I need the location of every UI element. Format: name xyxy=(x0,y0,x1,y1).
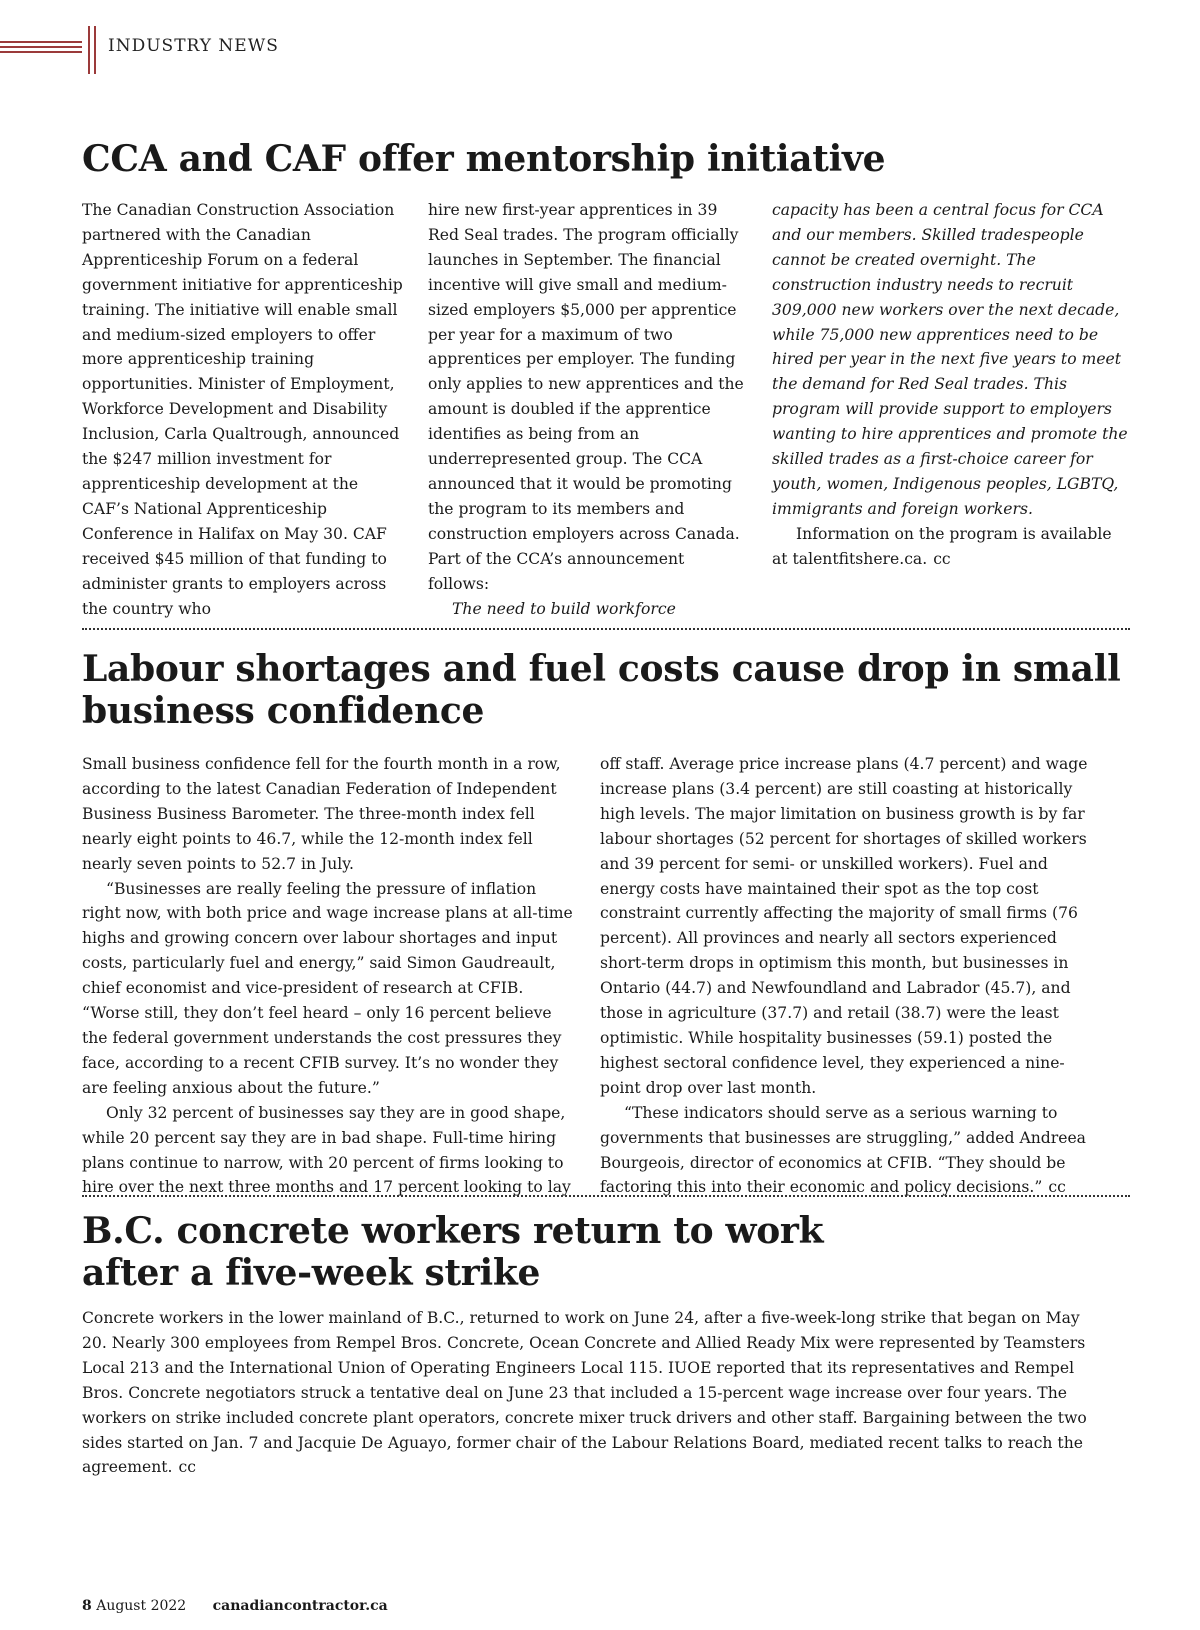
header-vertical-rule xyxy=(94,26,96,74)
article1-info-paragraph xyxy=(772,522,1130,572)
article2-end-mark: cc xyxy=(1048,1178,1066,1197)
article2-closing-paragraph xyxy=(600,1101,1098,1201)
article2-closing-text: “These indicators should serve as a serious warning to governments that businesses are struggling,” added Andreea Bourgeois, director of economics at CFIB. “They should be factoring this into their economic and policy decisions.” xyxy=(600,1103,1086,1197)
article1-headline: CCA and CAF offer mentorship initiative xyxy=(82,138,886,180)
article2-paragraph: Small business confidence fell for the fourth month in a row, according to the latest Canadian Federation of Independent Business Business Barometer. The three-month index fell nearly eight points to 46.7, while the 12-month index fell nearly seven points to 52.7 in July. xyxy=(82,755,561,873)
article1-quote-start: The need to build workforce xyxy=(452,599,676,618)
article2-headline: Labour shortages and fuel costs cause drop in small business confidence xyxy=(82,648,1121,732)
article1-column-1 xyxy=(82,198,404,621)
article3-end-mark: cc xyxy=(178,1458,196,1477)
article3-paragraph xyxy=(82,1306,1090,1480)
issue-date: August 2022 xyxy=(96,1598,187,1614)
article3-headline: B.C. concrete workers return to work after a five-week strike xyxy=(82,1210,824,1294)
page-number: 8 xyxy=(82,1598,92,1614)
article1-paragraph: The Canadian Construction Association partnered with the Canadian Apprenticeship Forum on a federal government initiative for apprenticeship training. The initiative will enable small and medium-sized employers to offer more apprenticeship training opportunities. Minister of Employment, Workforce Development and Disability Inclusion, Carla Qualtrough, announced the $247 million investment for apprenticeship development at the CAF’s National Apprenticeship Conference in Halifax on May 30. CAF received $45 million of that funding to administer grants to employers across the country who xyxy=(82,201,403,618)
article2-column-2 xyxy=(600,752,1098,1200)
article2-paragraph: “Businesses are really feeling the pressure of inflation right now, with both price and wage increase plans at all-time highs and growing concern over labour shortages and input costs, particularly fuel and energy,” said Simon Gaudreault, chief economist and vice-president of research at CFIB. “Worse still, they don’t feel heard – only 16 percent believe the federal government understands the cost pressures they face, according to a recent CFIB survey. It’s no wonder they are feeling anxious about the future.” xyxy=(82,879,573,1097)
article1-quote: capacity has been a central focus for CCA and our members. Skilled tradespeople cannot be created overnight. The construction industry needs to recruit 309,000 new workers over the next decade, while 75,000 new apprentices need to be hired per year in the next five years to meet the demand for Red Seal trades. This program will provide support to employers wanting to hire apprentices and promote the skilled trades as a first-choice career for youth, women, Indigenous peoples, LGBTQ, immigrants and foreign workers. xyxy=(772,201,1128,518)
header-decorative-rules xyxy=(0,41,82,55)
article1-column-2 xyxy=(428,198,750,621)
page-footer xyxy=(82,1598,388,1614)
header-vertical-rule xyxy=(88,26,90,74)
article1-column-3 xyxy=(772,198,1130,572)
article2-paragraph: off staff. Average price increase plans (4.7 percent) and wage increase plans (3.4 percent) are still coasting at historically high levels. The major limitation on business growth is by far labour shortages (52 percent for shortages of skilled workers and 39 percent for semi- or unskilled workers). Fuel and energy costs have maintained their spot as the top cost constraint currently affecting the majority of small firms (76 percent). All provinces and nearly all sectors experienced short-term drops in optimism this month, but businesses in Ontario (44.7) and Newfoundland and Labrador (45.7), and those in agriculture (37.7) and retail (38.7) were the least optimistic. While hospitality businesses (59.1) posted the highest sectoral confidence level, they experienced a nine-point drop over last month. xyxy=(600,755,1088,1097)
article3-text: Concrete workers in the lower mainland of B.C., returned to work on June 24, after a five-week-long strike that began on May 20. Nearly 300 employees from Rempel Bros. Concrete, Ocean Concrete and Allied Ready Mix were represented by Teamsters Local 213 and the International Union of Operating Engineers Local 115. IUOE reported that its representatives and Rempel Bros. Concrete negotiators struck a tentative deal on June 23 that included a 15-percent wage increase over four years. The workers on strike included concrete plant operators, concrete mixer truck drivers and other staff. Bargaining between the two sides started on Jan. 7 and Jacquie De Aguayo, former chair of the Labour Relations Board, mediated recent talks to reach the agreement. xyxy=(82,1309,1087,1477)
section-divider xyxy=(82,628,1130,630)
article2-column-1 xyxy=(82,752,578,1200)
section-divider xyxy=(82,1195,1130,1197)
article2-paragraph: Only 32 percent of businesses say they are in good shape, while 20 percent say they are in bad shape. Full-time hiring plans continue to narrow, with 20 percent of firms looking to hire over the next three months and 17 percent looking to lay xyxy=(82,1103,571,1197)
article3-body xyxy=(82,1306,1090,1480)
article1-paragraph: hire new first-year apprentices in 39 Red Seal trades. The program officially launches in September. The financial incentive will give small and medium-sized employers $5,000 per apprentice per year for a maximum of two apprentices per employer. The funding only applies to new apprentices and the amount is doubled if the apprentice identifies as being from an underrepresented group. The CCA announced that it would be promoting the program to its members and construction employers across Canada. Part of the CCA’s announcement follows: xyxy=(428,201,744,593)
article1-end-mark: cc xyxy=(933,549,951,568)
section-label: INDUSTRY NEWS xyxy=(108,36,279,56)
website-link: canadiancontractor.ca xyxy=(212,1598,388,1614)
article1-info-text: Information on the program is available at talentfitshere.ca. xyxy=(772,524,1112,568)
